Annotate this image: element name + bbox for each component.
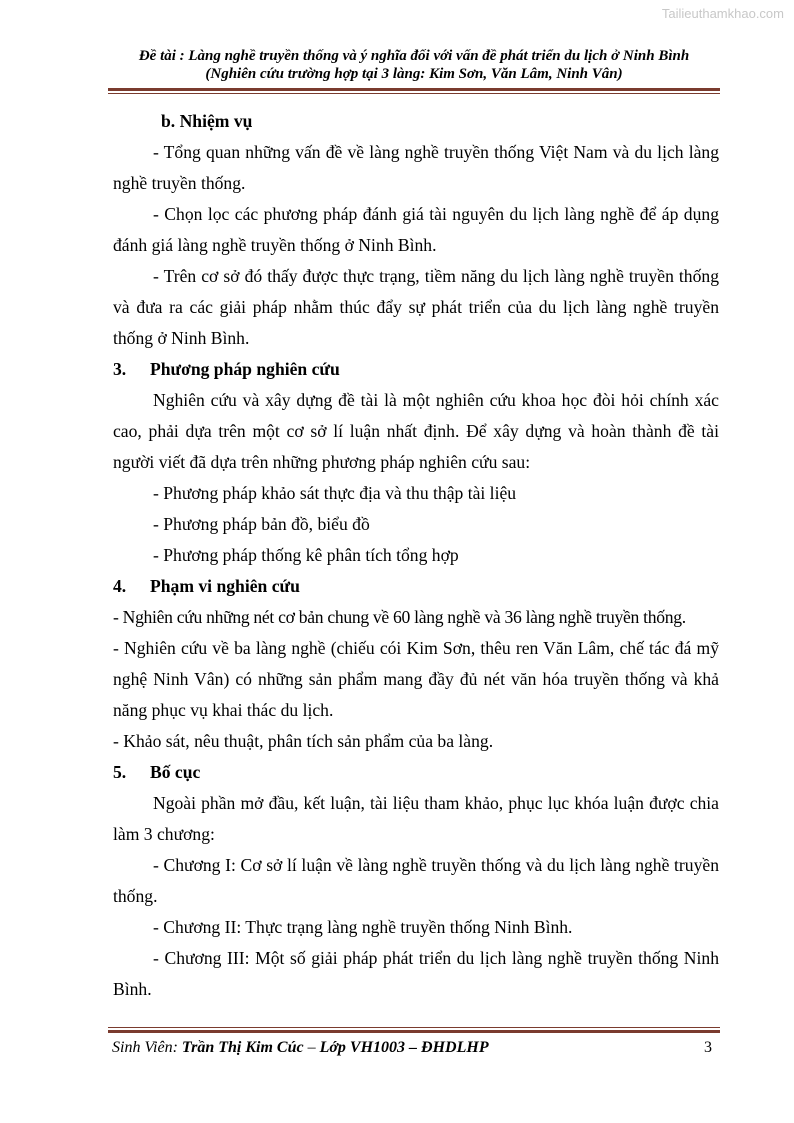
paragraph: Nghiên cứu và xây dựng đề tài là một nghiên cứu khoa học đòi hỏi chính xác cao, phải dựa trên một cơ sở lí luận nhất định. Để xây dựng và hoàn thành đề tài người viết đã dựa trên những phương pháp nghiên cứu sau: xyxy=(113,390,719,472)
header-subtitle: (Nghiên cứu trường hợp tại 3 làng: Kim Sơn, Văn Lâm, Ninh Vân) xyxy=(205,66,623,82)
paragraph: - Tổng quan những vấn đề về làng nghề truyền thống Việt Nam và du lịch làng nghề truyền thống. xyxy=(113,142,719,193)
section-title: Phạm vi nghiên cứu xyxy=(150,576,300,596)
paragraph: - Chọn lọc các phương pháp đánh giá tài nguyên du lịch làng nghề để áp dụng đánh giá làng nghề truyền thống ở Ninh Bình. xyxy=(113,204,719,255)
section-heading-4 xyxy=(113,571,719,602)
footer-student-name: Trần Thị Kim Cúc xyxy=(181,1039,304,1056)
section-title: Phương pháp nghiên cứu xyxy=(150,359,340,379)
footer-label: Sinh Viên: xyxy=(112,1039,182,1056)
list-item: - Nghiên cứu những nét cơ bản chung về 60 làng nghề và 36 làng nghề truyền thống. xyxy=(113,607,686,627)
section-title: Bố cục xyxy=(150,762,201,782)
list-item: - Chương II: Thực trạng làng nghề truyền thống Ninh Bình. xyxy=(153,917,573,937)
section-number: 3. xyxy=(113,359,127,379)
section-number: 4. xyxy=(113,576,127,596)
page-content xyxy=(113,106,719,1005)
list-item: - Phương pháp thống kê phân tích tổng hợp xyxy=(153,545,459,565)
list-item: - Chương I: Cơ sở lí luận về làng nghề truyền thống và du lịch làng nghề truyền thống. xyxy=(113,855,719,906)
paragraph: - Trên cơ sở đó thấy được thực trạng, tiềm năng du lịch làng nghề truyền thống và đưa ra các giải pháp nhằm thúc đẩy sự phát triển của du lịch làng nghề truyền thống ở Ninh Bình. xyxy=(113,266,719,348)
page-header xyxy=(108,47,720,83)
list-item: - Chương III: Một số giải pháp phát triển du lịch làng nghề truyền thống Ninh Bình. xyxy=(113,948,719,999)
subsection-heading-b: b. Nhiệm vụ xyxy=(161,111,253,131)
footer-class: Lớp VH1003 – ĐHDLHP xyxy=(319,1039,489,1056)
list-item: - Phương pháp khảo sát thực địa và thu thập tài liệu xyxy=(153,483,517,503)
paragraph: Ngoài phần mở đầu, kết luận, tài liệu tham khảo, phục lục khóa luận được chia làm 3 chương: xyxy=(113,793,719,844)
header-title: Đề tài : Làng nghề truyền thống và ý nghĩa đối với vấn đề phát triển du lịch ở Ninh Bình xyxy=(138,48,690,64)
page-number: 3 xyxy=(704,1039,712,1056)
header-rule xyxy=(108,88,720,94)
list-item: - Nghiên cứu về ba làng nghề (chiếu cói Kim Sơn, thêu ren Văn Lâm, chế tác đá mỹ nghệ Ninh Vân) có những sản phẩm mang đầy đủ nét văn hóa truyền thống và khả năng phục vụ khai thác du lịch. xyxy=(113,638,719,720)
list-item: - Phương pháp bản đồ, biểu đồ xyxy=(153,514,370,534)
watermark: Tailieuthamkhao.com xyxy=(661,6,784,21)
section-heading-3 xyxy=(113,354,719,385)
page-footer xyxy=(112,1039,712,1057)
footer-separator: – xyxy=(303,1039,320,1056)
footer-rule xyxy=(108,1027,720,1033)
section-heading-5 xyxy=(113,757,719,788)
list-item: - Khảo sát, nêu thuật, phân tích sản phẩm của ba làng. xyxy=(113,731,494,751)
section-number: 5. xyxy=(113,762,127,782)
